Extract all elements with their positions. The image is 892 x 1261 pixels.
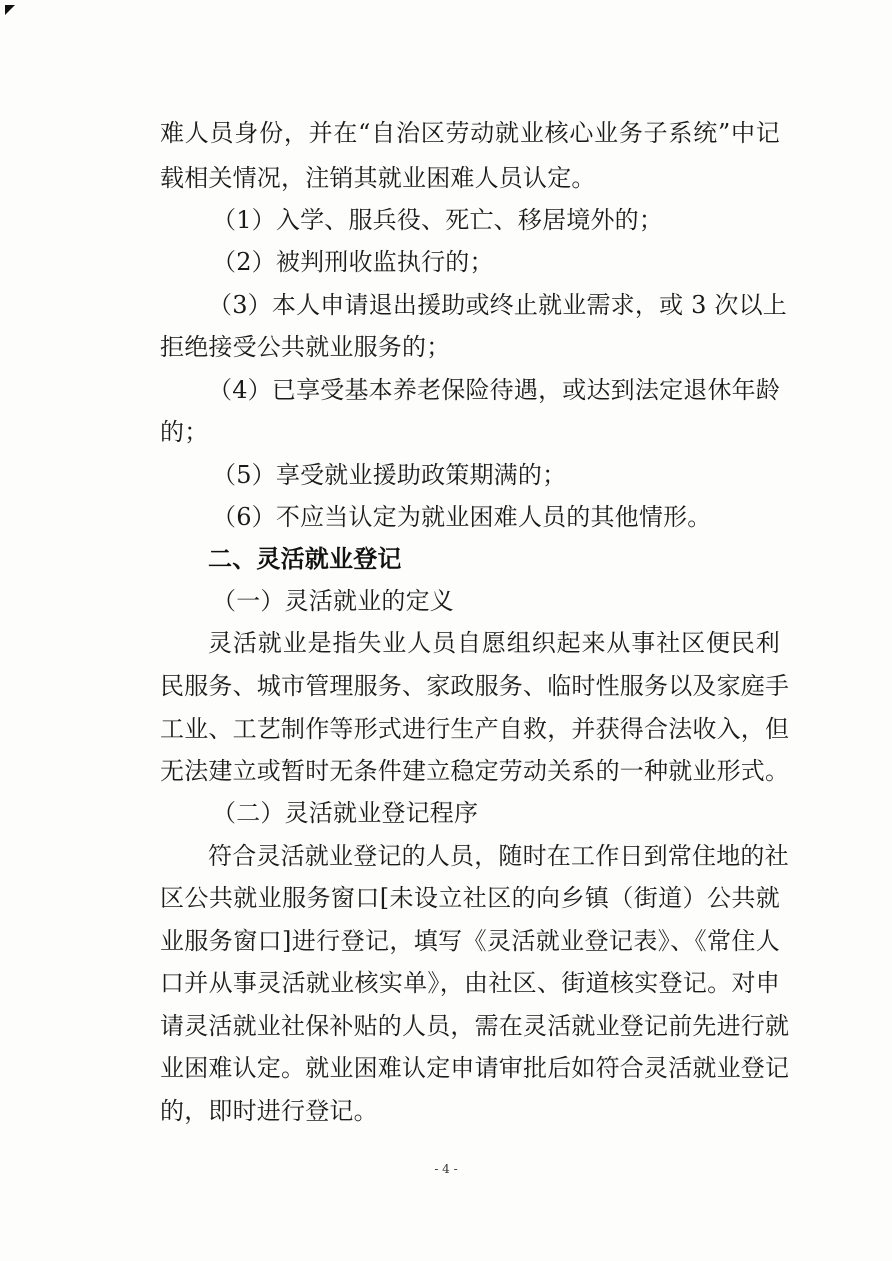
body-line: 拒绝接受公共就业服务的； [160, 333, 451, 361]
list-item: （4）已享受基本养老保险待遇，或达到法定退休年龄 [208, 376, 781, 404]
body-line: 的； [160, 418, 209, 446]
list-item: （3）本人申请退出援助或终止就业需求，或 3 次以上 [208, 291, 787, 319]
body-line: 难人员身份，并在“自治区劳动就业核心业务子系统”中记 [160, 119, 780, 147]
list-item: （5）享受就业援助政策期满的； [212, 461, 567, 489]
body-line: 请灵活就业社保补贴的人员，需在灵活就业登记前先进行就 [160, 1012, 790, 1040]
body-line: 工业、工艺制作等形式进行生产自救，并获得合法收入，但 [160, 715, 790, 743]
body-line: 的，即时进行登记。 [160, 1097, 378, 1125]
body-line: 民服务、城市管理服务、家政服务、临时性服务以及家庭手 [160, 672, 790, 700]
list-item: （1）入学、服兵役、死亡、移居境外的； [212, 206, 664, 234]
list-item: （6）不应当认定为就业困难人员的其他情形。 [212, 503, 712, 531]
subsection-heading: （二）灵活就业登记程序 [212, 799, 479, 827]
body-line: 业困难认定。就业困难认定申请审批后如符合灵活就业登记 [160, 1054, 790, 1082]
body-line: 业服务窗口]进行登记，填写《灵活就业登记表》、《常住人 [160, 927, 780, 955]
body-line: 区公共就业服务窗口[未设立社区的向乡镇（街道）公共就 [160, 884, 780, 912]
section-heading: 二、灵活就业登记 [208, 545, 402, 573]
body-line: 符合灵活就业登记的人员，随时在工作日到常住地的社 [208, 842, 789, 870]
body-line: 灵活就业是指失业人员自愿组织起来从事社区便民利 [208, 629, 780, 657]
subsection-heading: （一）灵活就业的定义 [212, 587, 454, 615]
list-item: （2）被判刑收监执行的； [212, 248, 494, 276]
body-line: 无法建立或暂时无条件建立稳定劳动关系的一种就业形式。 [160, 757, 790, 785]
body-line: 载相关情况，注销其就业困难人员认定。 [160, 164, 596, 192]
body-line: 口并从事灵活就业核实单》，由社区、街道核实登记。对申 [160, 969, 780, 997]
page-number: - 4 - [434, 1162, 458, 1176]
